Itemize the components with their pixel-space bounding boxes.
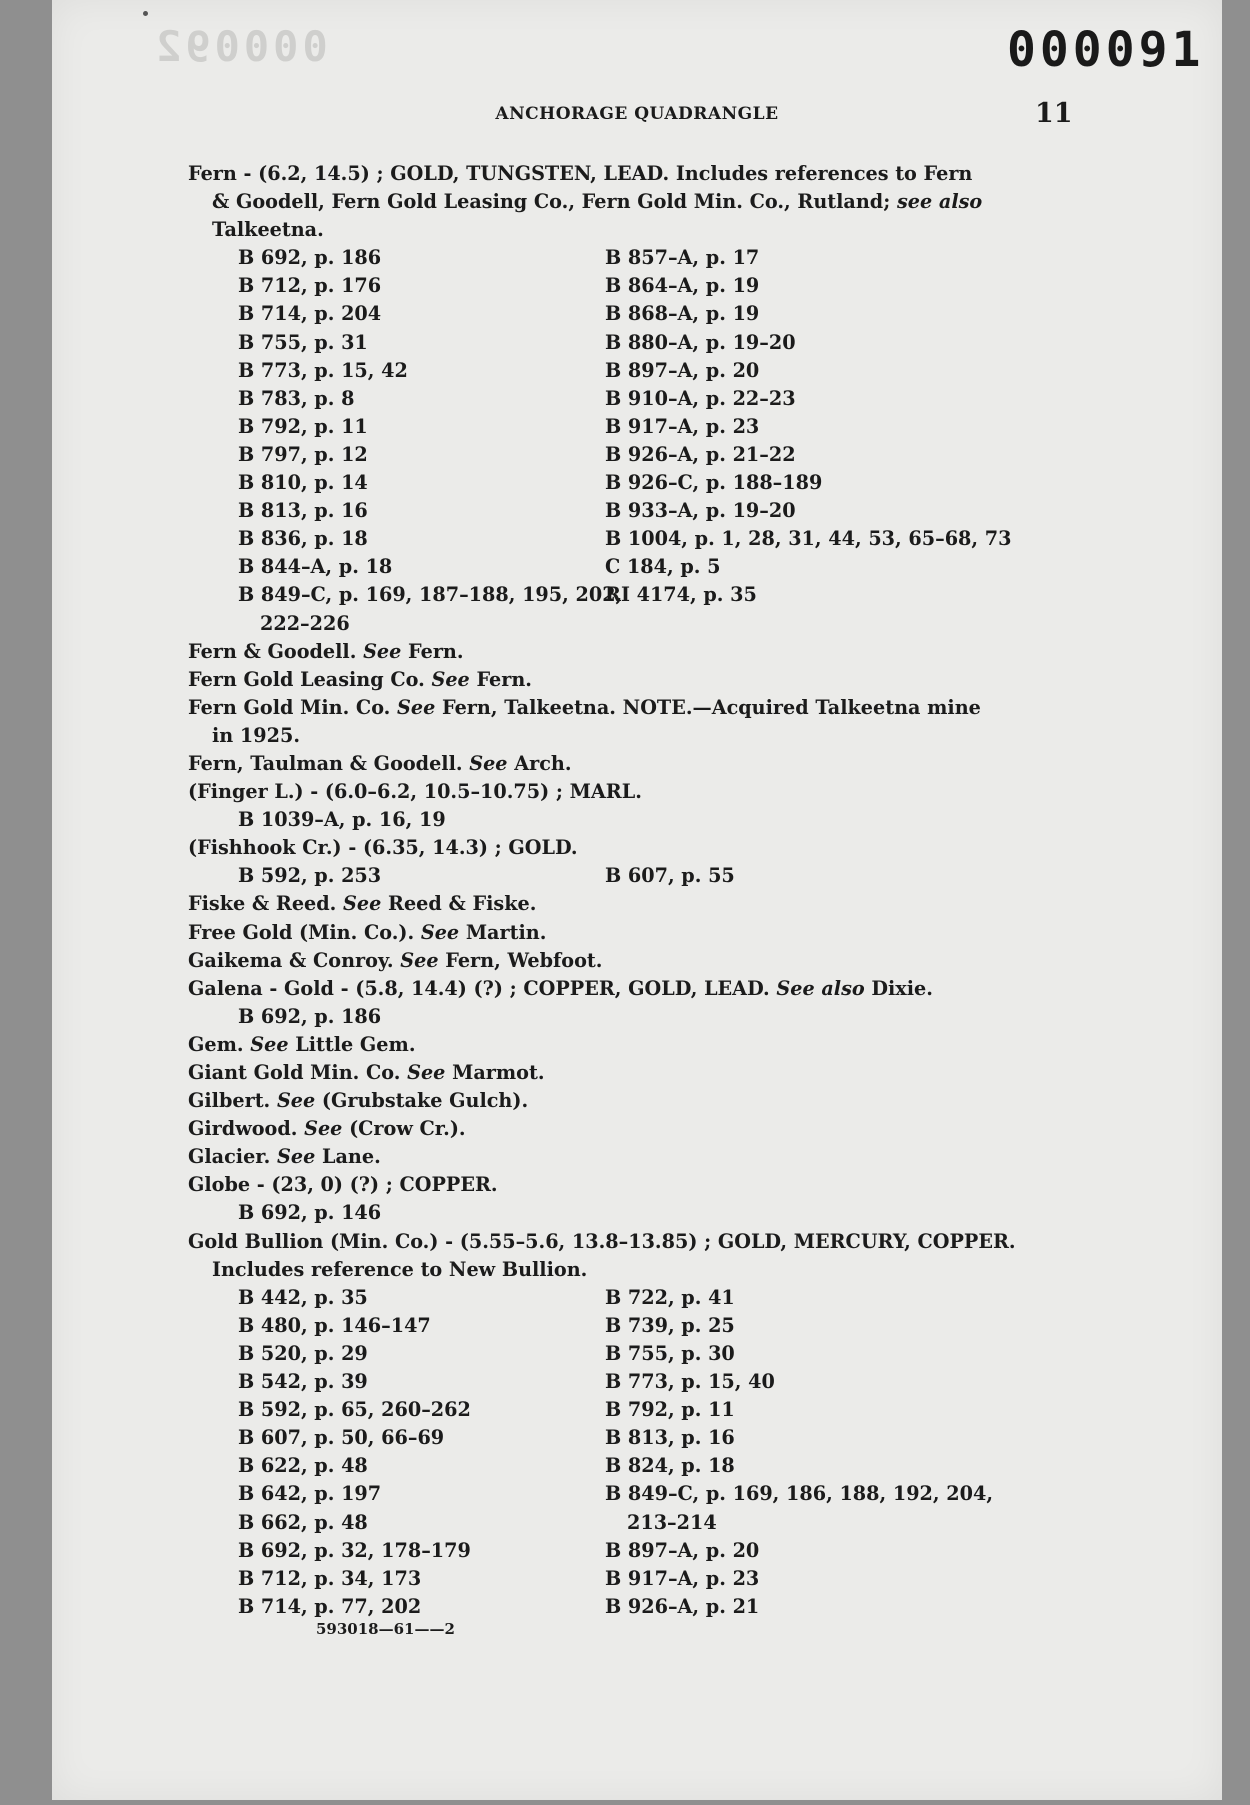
reference: B 755, p. 31 [238,330,368,354]
ghost-document-number: 000092 [152,22,328,71]
reference-row [188,1537,1124,1565]
reference: B 1039–A, p. 16, 19 [238,808,446,832]
see-target: Fern. [476,667,532,691]
reference-row [188,329,1124,357]
see-target: Marmot. [452,1061,545,1084]
entry-name: Fern Gold Min. Co. [188,695,398,719]
fern-references [188,244,1124,609]
reference-row [188,1284,1124,1312]
reference-row [188,413,1124,441]
reference: B 773, p. 15, 40 [605,1370,775,1394]
reference-row [188,1565,1124,1593]
reference-row [188,469,1124,497]
reference: B 917–A, p. 23 [605,414,760,438]
see-also-text: See also [776,976,865,1000]
reference: B 849–C, p. 169, 186, 188, 192, 204, [605,1482,993,1506]
see-text: See [431,667,470,691]
reference-row [188,581,1124,609]
reference: B 520, p. 29 [238,1341,368,1365]
entry-taulman [188,750,1124,778]
print-code: 593018—61——2 [316,1620,455,1638]
reference-row [188,525,1124,553]
reference-row [188,1480,1124,1508]
entry-line [188,188,1124,216]
entry-name: Free Gold (Min. Co.). [188,920,415,944]
see-target: Little Gem. [295,1032,416,1056]
page-number: 11 [1035,98,1073,129]
reference: B 1004, p. 1, 28, 31, 44, 53, 65–68, 73 [605,527,1012,551]
cross-reference-entry [188,1031,1124,1059]
see-target: Fern, Webfoot. [445,948,603,972]
reference: 213–214 [627,1510,717,1534]
entry-gold-bullion: Gold Bullion (Min. Co.) - (5.55–5.6, 13.8–13.85) ; GOLD, MERCURY, COPPER. [188,1229,1016,1253]
entry-name: Gilbert. [188,1089,271,1113]
reference: B 880–A, p. 19–20 [605,330,796,354]
reference: B 857–A, p. 17 [605,246,760,270]
reference: B 824, p. 18 [605,1454,735,1478]
see-target: Reed & Fiske. [388,892,537,916]
reference: B 849–C, p. 169, 187–188, 195, 202, [238,583,623,607]
document-number: 000091 [1007,22,1205,78]
reference: B 897–A, p. 20 [605,1538,760,1562]
reference-row [188,441,1124,469]
cross-reference-entry [188,890,1124,918]
cross-reference-entry [188,919,1124,947]
see-text: See [276,1089,316,1113]
reference: B 480, p. 146–147 [238,1313,431,1337]
reference: B 739, p. 25 [605,1313,735,1337]
reference: B 792, p. 11 [238,414,368,438]
reference-row [188,1593,1124,1621]
reference: RI 4174, p. 35 [605,583,757,607]
reference: B 783, p. 8 [238,386,355,410]
reference: B 917–A, p. 23 [605,1566,760,1590]
reference: B 755, p. 30 [605,1341,735,1365]
reference-row [188,272,1124,300]
see-text: See [343,892,382,916]
cross-reference-list [188,638,1124,694]
reference-row [188,357,1124,385]
entry-name: Fern Gold Leasing Co. [188,667,425,691]
gold-bullion-references [188,1284,1124,1621]
reference: B 692, p. 32, 178–179 [238,1538,471,1562]
see-text: See [277,1145,316,1169]
reference: B 797, p. 12 [238,442,368,466]
entry-line: Includes reference to New Bullion. [212,1257,588,1281]
reference-row [188,497,1124,525]
reference: B 592, p. 253 [238,864,382,888]
entry-name: Fern, Taulman & Goodell. [188,751,463,775]
reference-row [188,300,1124,328]
cross-reference-list [188,890,1124,974]
see-text: See [400,948,439,972]
reference: B 692, p. 146 [238,1201,382,1225]
reference: B 810, p. 14 [238,471,368,495]
entry-line: in 1925. [212,723,301,747]
cross-reference-entry [188,638,1124,666]
document-page [52,0,1222,1800]
page-title: ANCHORAGE QUADRANGLE [495,104,779,124]
reference: B 692, p. 186 [238,1004,382,1028]
entry-name: Giant Gold Min. Co. [188,1061,401,1084]
reference-row [188,385,1124,413]
entry-name: Fiske & Reed. [188,892,337,916]
reference-row [188,553,1124,581]
reference-row [188,862,1124,890]
reference-row [188,1509,1124,1537]
entry-fern-gold-min [188,694,1124,722]
reference: B 662, p. 48 [238,1510,368,1534]
see-text: See [363,639,402,663]
see-text: See [469,751,508,775]
entry-galena [188,975,1124,1003]
reference: B 897–A, p. 20 [605,358,760,382]
reference-row [188,1340,1124,1368]
see-target: Lane. [321,1145,381,1169]
cross-reference-entry [188,1143,1124,1171]
see-target: Fern. [408,639,464,663]
entry-fern [188,160,1124,244]
cross-reference-entry [188,1059,1124,1087]
entry-name: Fern & Goodell. [188,639,357,663]
cross-reference-entry [188,666,1124,694]
entry-finger: (Finger L.) - (6.0–6.2, 10.5–10.75) ; MARL. [188,780,642,804]
reference: B 844–A, p. 18 [238,555,393,579]
entry-line: Fern - (6.2, 14.5) ; GOLD, TUNGSTEN, LEAD. Includes references to Fern [188,162,973,185]
reference: B 836, p. 18 [238,527,368,551]
entry-name: Glacier. [188,1145,271,1169]
entry-name: Gaikema & Conroy. [188,948,394,972]
see-text: See [420,920,460,944]
entry-text: & Goodell, Fern Gold Leasing Co., Fern Gold Min. Co., Rutland; [212,190,897,214]
reference: B 868–A, p. 19 [605,302,760,326]
reference: B 642, p. 197 [238,1482,382,1506]
reference-row [188,244,1124,272]
reference: B 813, p. 16 [238,499,368,523]
reference-row [188,1452,1124,1480]
cross-reference-list [188,1031,1124,1171]
see-text: See [250,1032,289,1056]
index-content [188,160,1124,1621]
entry-name: Girdwood. [188,1117,298,1141]
see-text: See [397,695,436,719]
see-target: Arch. [514,751,572,775]
reference: B 712, p. 34, 173 [238,1566,422,1590]
ref-continuation: 222–226 [260,611,350,635]
see-target: Dixie. [864,976,933,1000]
reference: B 714, p. 77, 202 [238,1594,422,1618]
reference: B 592, p. 65, 260–262 [238,1398,471,1422]
cross-reference-entry [188,1115,1124,1143]
entry-text: Fern, Talkeetna. NOTE.—Acquired Talkeetna mine [435,695,981,719]
reference: B 712, p. 176 [238,274,382,298]
reference: B 442, p. 35 [238,1285,368,1309]
entry-text: Galena - Gold - (5.8, 14.4) (?) ; COPPER, GOLD, LEAD. [188,976,777,1000]
entry-line: Talkeetna. [212,218,324,242]
reference: B 607, p. 55 [605,864,735,888]
reference: B 926–A, p. 21 [605,1594,760,1618]
entry-globe: Globe - (23, 0) (?) ; COPPER. [188,1173,498,1197]
scan-speck [143,11,148,16]
reference: B 926–A, p. 21–22 [605,442,796,466]
reference: B 692, p. 186 [238,246,382,270]
reference: B 792, p. 11 [605,1398,735,1422]
entry-fishhook: (Fishhook Cr.) - (6.35, 14.3) ; GOLD. [188,836,578,860]
reference: B 722, p. 41 [605,1285,735,1309]
reference: B 607, p. 50, 66–69 [238,1426,445,1450]
reference-row [188,1368,1124,1396]
reference: B 622, p. 48 [238,1454,368,1478]
reference: C 184, p. 5 [605,555,721,579]
reference-row [188,1424,1124,1452]
see-target: (Grubstake Gulch). [321,1089,529,1113]
reference: B 773, p. 15, 42 [238,358,408,382]
reference-row [188,1396,1124,1424]
reference: B 714, p. 204 [238,302,382,326]
reference: B 542, p. 39 [238,1370,368,1394]
reference-row [188,1312,1124,1340]
cross-reference-entry [188,947,1124,975]
see-also-text: see also [897,190,983,214]
entry-name: Gem. [188,1032,244,1056]
reference: B 813, p. 16 [605,1426,735,1450]
see-target: Martin. [465,920,547,944]
see-target: (Crow Cr.). [349,1117,466,1141]
reference: B 864–A, p. 19 [605,274,760,298]
reference: B 910–A, p. 22–23 [605,386,796,410]
reference: B 933–A, p. 19–20 [605,499,796,523]
see-text: See [407,1061,446,1084]
cross-reference-entry [188,1087,1124,1115]
see-text: See [304,1117,343,1141]
reference: B 926–C, p. 188–189 [605,471,823,495]
